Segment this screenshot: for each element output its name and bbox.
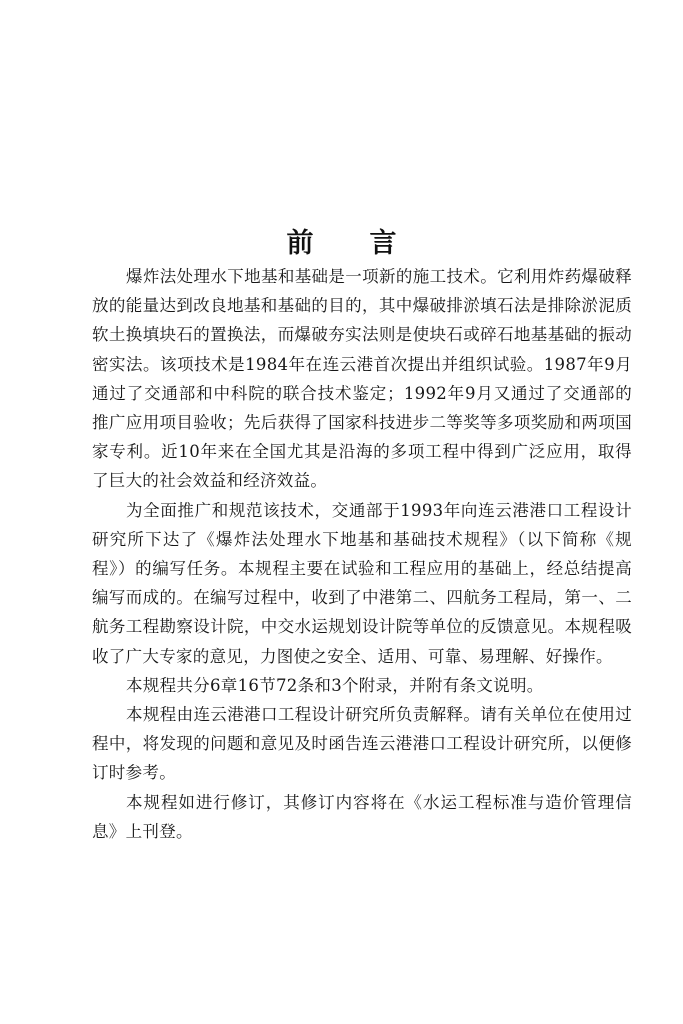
preface-body bbox=[92, 262, 632, 846]
paragraph-2: 为全面推广和规范该技术，交通部于1993年向连云港港口工程设计研究所下达了《爆炸法处理水下地基和基础技术规程》（以下简称《规程》）的编写任务。本规程主要在试验和工程应用的基础上，经总结提高编写而成的。在编写过程中，收到了中港第二、四航务工程局，第一、二航务工程勘察设计院，中交水运规划设计院等单位的反馈意见。本规程吸收了广大专家的意见，力图使之安全、适用、可靠、易理解、好操作。 bbox=[92, 500, 632, 666]
paragraph-1: 爆炸法处理水下地基和基础是一项新的施工技术。它利用炸药爆破释放的能量达到改良地基和基础的目的，其中爆破排淤填石法是排除淤泥质软土换填块石的置换法，而爆破夯实法则是使块石或碎石地基基础的振动密实法。该项技术是1984年在连云港首次提出并组织试验。1987年9月通过了交通部和中科院的联合技术鉴定；1992年9月又通过了交通部的推广应用项目验收；先后获得了国家科技进步二等奖等多项奖励和两项国家专利。近10年来在全国尤其是沿海的多项工程中得到广泛应用，取得了巨大的社会效益和经济效益。 bbox=[92, 267, 632, 491]
page-title: 前言 bbox=[286, 228, 453, 260]
paragraph-3: 本规程共分6章16节72条和3个附录，并附有条文说明。 bbox=[126, 675, 544, 695]
paragraph-5: 本规程如进行修订，其修订内容将在《水运工程标准与造价管理信息》上刊登。 bbox=[92, 792, 632, 841]
paragraph-4: 本规程由连云港港口工程设计研究所负责解释。请有关单位在使用过程中，将发现的问题和意见及时函告连云港港口工程设计研究所，以便修订时参考。 bbox=[92, 705, 632, 783]
